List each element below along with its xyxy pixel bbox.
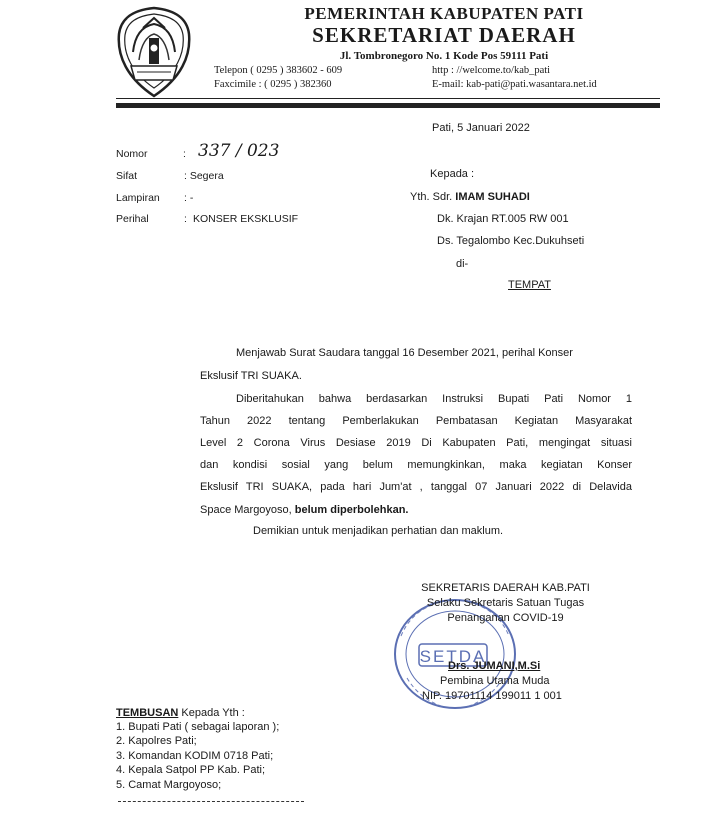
- nomor-colon: :: [183, 148, 186, 160]
- nomor-label: Nomor: [116, 148, 148, 160]
- letterhead-fax: Faxcimile : ( 0295 ) 382360: [214, 79, 332, 90]
- lampiran-label: Lampiran: [116, 192, 160, 204]
- lampiran-value: : -: [184, 192, 194, 204]
- stamp-text: SETDA: [419, 647, 487, 666]
- body-paragraph-2-line-4: dan kondisi sosial yang belum memungkinkan, maka kegiatan Konser: [200, 459, 632, 471]
- regency-coat-of-arms-logo: [113, 4, 195, 102]
- recipient-address-2: Ds. Tegalombo Kec.Dukuhseti: [437, 235, 585, 247]
- perihal-value: KONSER EKSKLUSIF: [193, 213, 299, 225]
- recipient-kepada: Kepada :: [430, 168, 475, 180]
- recipient-name-prefix: Yth. Sdr.: [410, 191, 453, 203]
- signatory-nip: NIP. 19701114 199011 1 001: [422, 690, 562, 702]
- tembusan-heading: [116, 707, 245, 719]
- tembusan-title-rest: Kepada Yth :: [181, 707, 245, 719]
- letterhead-phone: Telepon ( 0295 ) 383602 - 609: [214, 65, 343, 76]
- sifat-label: Sifat: [116, 170, 138, 182]
- letterhead-divider-thick: [116, 103, 660, 108]
- body-paragraph-2-line-5: Ekslusif TRI SUAKA, pada hari Jum'at , tanggal 07 Januari 2022 di Delavida: [200, 481, 632, 493]
- letter-date: Pati, 5 Januari 2022: [432, 122, 530, 134]
- body-closing: Demikian untuk menjadikan perhatian dan maklum.: [253, 525, 504, 537]
- letterhead-email: E-mail: kab-pati@pati.wasantara.net.id: [432, 79, 597, 90]
- signature-title-3: Penanganan COVID-19: [447, 612, 564, 624]
- letterhead-address: Jl. Tombronegoro No. 1 Kode Pos 59111 Pati: [339, 50, 549, 62]
- letterhead-website: http : //welcome.to/kab_pati: [432, 65, 551, 76]
- tembusan-item: 3. Komandan KODIM 0718 Pati;: [116, 750, 274, 762]
- letterhead-office-name: SEKRETARIAT DAERAH: [312, 23, 576, 47]
- signatory-rank: Pembina Utama Muda: [440, 675, 550, 687]
- body-paragraph-1-line-1: Menjawab Surat Saudara tanggal 16 Desember 2021, perihal Konser: [236, 347, 573, 359]
- nomor-handwritten-value: 337 / 023: [198, 141, 280, 161]
- recipient-tempat: TEMPAT: [508, 279, 551, 291]
- tembusan-item: 1. Bupati Pati ( sebagai laporan );: [116, 721, 280, 733]
- sifat-value: : Segera: [184, 170, 224, 182]
- signature-title-1: SEKRETARIS DAERAH KAB.PATI: [421, 582, 590, 594]
- body-paragraph-2-line-1: Diberitahukan bahwa berdasarkan Instruksi Bupati Pati Nomor 1: [236, 393, 632, 405]
- tembusan-item: 5. Camat Margoyoso;: [116, 779, 222, 791]
- letterhead-government-name: PEMERINTAH KABUPATEN PATI: [304, 4, 584, 23]
- signatory-name: Drs. JUMANI,M.Si: [448, 660, 541, 672]
- body-paragraph-2-line-6-text: Space Margoyoso,: [200, 504, 292, 516]
- body-paragraph-1-line-2: Ekslusif TRI SUAKA.: [200, 370, 302, 382]
- tembusan-item: 4. Kepala Satpol PP Kab. Pati;: [116, 764, 266, 776]
- tembusan-separator: [118, 801, 304, 802]
- tembusan-title: TEMBUSAN: [116, 707, 179, 719]
- recipient-di: di-: [456, 258, 469, 270]
- letterhead-divider-thin: [116, 98, 660, 99]
- perihal-label: Perihal: [116, 213, 149, 225]
- perihal-colon: :: [184, 213, 187, 225]
- body-paragraph-2-line-6: [200, 499, 408, 521]
- signature-title-2: Selaku Sekretaris Satuan Tugas: [426, 597, 585, 609]
- body-paragraph-2-line-2: Tahun 2022 tentang Pemberlakukan Pembatasan Kegiatan Masyarakat: [200, 415, 632, 427]
- body-decision-bold: belum diperbolehkan.: [294, 504, 409, 516]
- tembusan-item: 2. Kapolres Pati;: [116, 735, 197, 747]
- recipient-address-1: Dk. Krajan RT.005 RW 001: [437, 213, 569, 225]
- recipient-name-line: [410, 191, 530, 203]
- body-paragraph-2-line-3: Level 2 Corona Virus Desiase 2019 Di Kabupaten Pati, mengingat situasi: [200, 437, 632, 449]
- recipient-name: IMAM SUHADI: [455, 191, 530, 203]
